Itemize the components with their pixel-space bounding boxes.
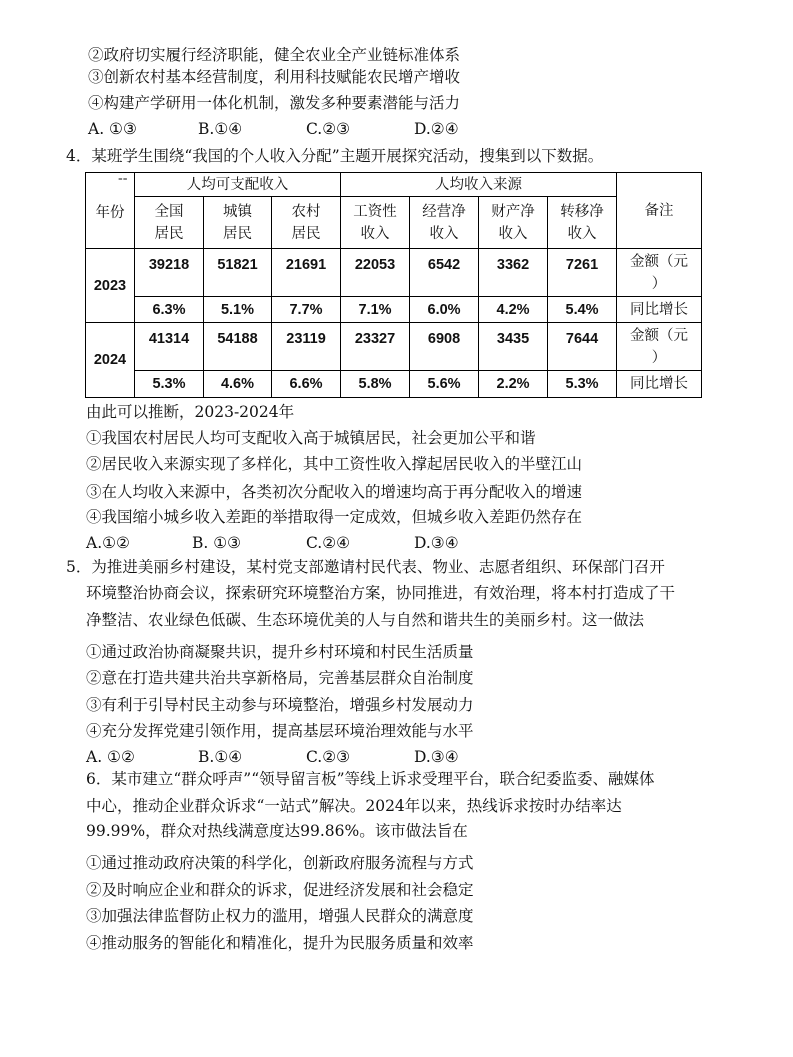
col-header-urban: 城镇 居民 — [204, 197, 272, 249]
table-row — [86, 323, 702, 371]
q6-item-4: ④推动服务的智能化和精准化，提升为民服务质量和效率 — [86, 934, 474, 952]
table-cell: 21691 — [272, 249, 341, 297]
col-header-national: 全国 居民 — [135, 197, 204, 249]
q4-stem: 4．某班学生围绕“我国的个人收入分配”主题开展探究活动，搜集到以下数据。 — [66, 147, 604, 165]
table-cell: 7.1% — [341, 297, 410, 323]
table-cell: 6.3% — [135, 297, 204, 323]
option-d: D.③④ — [414, 534, 459, 552]
year-header: 年份 — [95, 204, 125, 221]
q5-stem-line-3: 净整洁、农业绿色低碳、生态环境优美的人与自然和谐共生的美丽乡村。这一做法 — [86, 611, 645, 629]
table-cell: 5.8% — [341, 371, 410, 398]
table-cell: 39218 — [135, 249, 204, 297]
table-cell: 6908 — [410, 323, 479, 371]
q6-stem-line-3: 99.99%，群众对热线满意度达99.86%。该市做法旨在 — [86, 822, 468, 840]
remark-cell: 金额（元 ） — [617, 323, 702, 371]
option-c: C.②③ — [306, 120, 351, 138]
table-cell: 6.0% — [410, 297, 479, 323]
option-c: C.②③ — [306, 748, 351, 766]
remark-cell: 金额（元 ） — [617, 249, 702, 297]
col-header-transfer: 转移净 收入 — [548, 197, 617, 249]
option-a: A. ①③ — [88, 120, 137, 138]
remark-cell: 同比增长 — [617, 371, 702, 398]
col-header-wage: 工资性 收入 — [341, 197, 410, 249]
table-cell: 6.6% — [272, 371, 341, 398]
option-b: B.①④ — [198, 120, 243, 138]
corner-mark: ⁼⁼ — [118, 175, 128, 186]
remark-header: 备注 — [617, 173, 702, 249]
q4-item-1: ①我国农村居民人均可支配收入高于城镇居民，社会更加公平和谐 — [86, 429, 536, 447]
table-cell: 3435 — [479, 323, 548, 371]
q6-item-1: ①通过推动政府决策的科学化，创新政府服务流程与方式 — [86, 854, 474, 872]
year-header-cell — [86, 173, 135, 249]
income-table — [85, 172, 702, 398]
table-cell: 3362 — [479, 249, 548, 297]
q6-stem-line-2: 中心，推动企业群众诉求“一站式”解决。2024年以来，热线诉求按时办结率达 — [86, 797, 622, 815]
table-cell: 23119 — [272, 323, 341, 371]
q5-stem-line-2: 环境整治协商会议，探索研究环境整治方案，协同推进，有效治理，将本村打造成了干 — [86, 584, 676, 602]
table-cell: 5.1% — [204, 297, 272, 323]
remark-cell: 同比增长 — [617, 297, 702, 323]
table-cell: 5.4% — [548, 297, 617, 323]
table-row — [86, 371, 702, 398]
q4-item-3: ③在人均收入来源中，各类初次分配收入的增速均高于再分配收入的增速 — [86, 483, 583, 501]
q4-item-4: ④我国缩小城乡收入差距的举措取得一定成效，但城乡收入差距仍然存在 — [86, 508, 583, 526]
table-cell: 2.2% — [479, 371, 548, 398]
q5-item-3: ③有利于引导村民主动参与环境整治，增强乡村发展动力 — [86, 696, 474, 714]
table-cell: 6542 — [410, 249, 479, 297]
group-disposable-income: 人均可支配收入 — [135, 173, 341, 197]
option-a: A.①② — [86, 534, 130, 552]
q5-stem-line-1: 5．为推进美丽乡村建设，某村党支部邀请村民代表、物业、志愿者组织、环保部门召开 — [66, 558, 665, 576]
year-cell: 2023 — [86, 249, 135, 323]
table-cell: 5.6% — [410, 371, 479, 398]
option-d: D.③④ — [414, 748, 459, 766]
option-a: A. ①② — [86, 748, 135, 766]
q3-item-2: ②政府切实履行经济职能，健全农业全产业链标准体系 — [88, 46, 461, 64]
col-header-rural: 农村 居民 — [272, 197, 341, 249]
q6-stem-line-1: 6．某市建立“群众呼声”“领导留言板”等线上诉求受理平台，联合纪委监委、融媒体 — [86, 770, 655, 788]
q4-lead: 由此可以推断，2023-2024年 — [86, 403, 295, 421]
table-cell: 7.7% — [272, 297, 341, 323]
table-cell: 5.3% — [548, 371, 617, 398]
table-cell: 7644 — [548, 323, 617, 371]
q3-item-4: ④构建产学研用一体化机制，激发多种要素潜能与活力 — [88, 94, 461, 112]
table-cell: 54188 — [204, 323, 272, 371]
q3-item-3: ③创新农村基本经营制度，利用科技赋能农民增产增收 — [88, 68, 461, 86]
table-cell: 22053 — [341, 249, 410, 297]
table-cell: 5.3% — [135, 371, 204, 398]
col-header-business: 经营净 收入 — [410, 197, 479, 249]
table-cell: 51821 — [204, 249, 272, 297]
year-cell: 2024 — [86, 323, 135, 398]
table-cell: 23327 — [341, 323, 410, 371]
q5-item-4: ④充分发挥党建引领作用，提高基层环境治理效能与水平 — [86, 722, 474, 740]
table-cell: 7261 — [548, 249, 617, 297]
q6-item-2: ②及时响应企业和群众的诉求，促进经济发展和社会稳定 — [86, 881, 474, 899]
table-row — [86, 297, 702, 323]
q5-item-1: ①通过政治协商凝聚共识，提升乡村环境和村民生活质量 — [86, 643, 474, 661]
q6-item-3: ③加强法律监督防止权力的滥用，增强人民群众的满意度 — [86, 907, 474, 925]
table-cell: 4.6% — [204, 371, 272, 398]
table-cell: 41314 — [135, 323, 204, 371]
option-b: B. ①③ — [192, 534, 242, 552]
option-d: D.②④ — [414, 120, 459, 138]
col-header-property: 财产净 收入 — [479, 197, 548, 249]
option-b: B.①④ — [198, 748, 243, 766]
q5-item-2: ②意在打造共建共治共享新格局，完善基层群众自治制度 — [86, 669, 474, 687]
option-c: C.②④ — [306, 534, 351, 552]
q4-item-2: ②居民收入来源实现了多样化，其中工资性收入撑起居民收入的半壁江山 — [86, 455, 583, 473]
group-income-source: 人均收入来源 — [341, 173, 617, 197]
table-cell: 4.2% — [479, 297, 548, 323]
table-row — [86, 249, 702, 297]
